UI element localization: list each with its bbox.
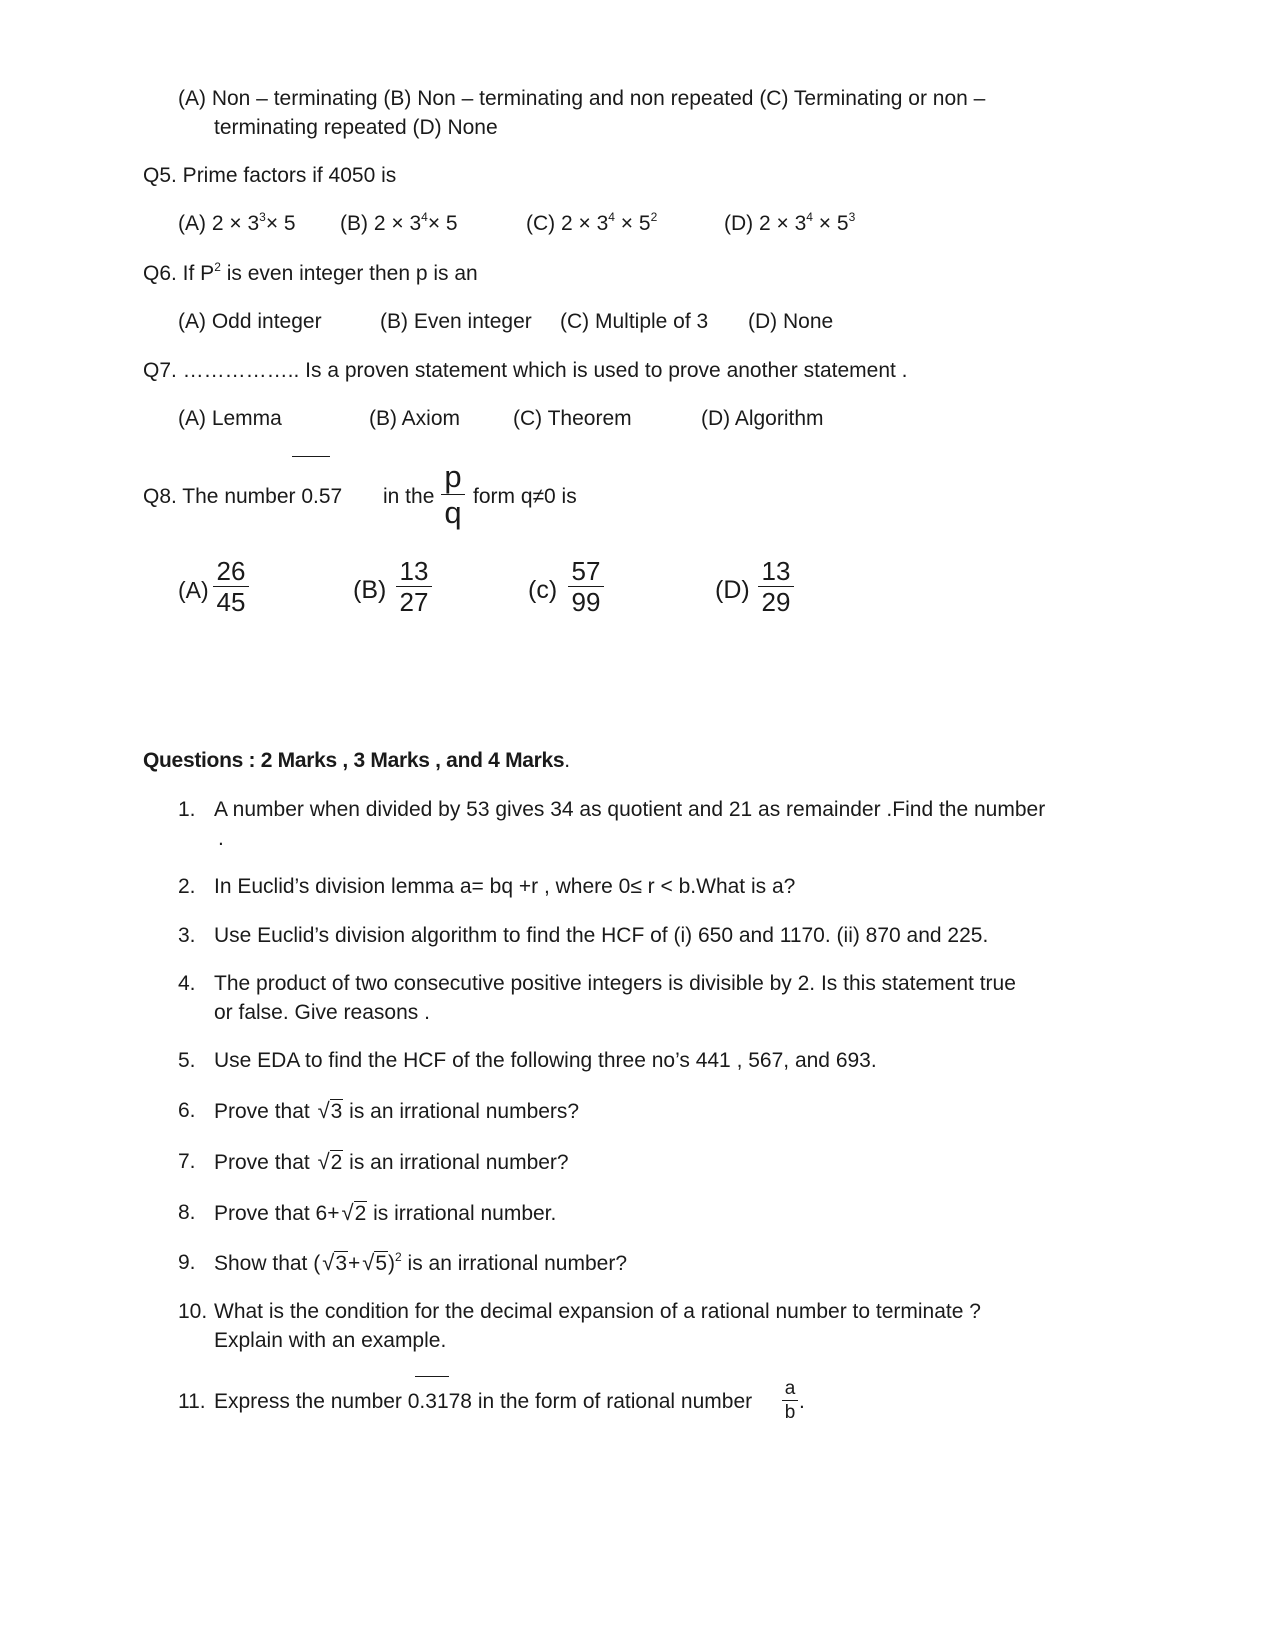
question-10-text-line1: What is the condition for the decimal expansion of a rational number to terminate ?	[214, 1300, 981, 1323]
question-4-text-line1: The product of two consecutive positive integers is divisible by 2. Is this statement true	[214, 972, 1016, 995]
question-2-text: In Euclid’s division lemma a= bq +r , where 0≤ r < b.What is a?	[214, 875, 796, 898]
q5-option-b: (B) $2 \times 3^4\times 5$	[340, 210, 458, 235]
q5-option-d: (D) $2 \times 3^4 \times 5^3$	[724, 210, 856, 235]
question-9-number: 9.	[178, 1251, 196, 1274]
question-11-number: 11.	[178, 1390, 206, 1413]
q5-option-c: (C) $2 \times 3^4 \times 5^2$	[526, 210, 658, 235]
q8-option-b-fraction: 13 27	[396, 558, 432, 615]
question-1-number: 1.	[178, 798, 196, 821]
q8-option-d-fraction: 13 29	[758, 558, 794, 615]
q8-option-b-label: (B)	[353, 576, 387, 604]
q8-option-a-fraction: 26 45	[213, 558, 249, 615]
q8-option-c-label: (c)	[528, 576, 558, 604]
sqrt-symbol: √2	[341, 1200, 367, 1225]
question-7-text: Prove that √2 is an irrational number?	[214, 1149, 569, 1174]
q8-question-pre: Q8. The number 0.57	[143, 485, 343, 508]
question-8-number: 8.	[178, 1201, 196, 1224]
question-2-number: 2.	[178, 875, 196, 898]
q8-question-mid: in the	[383, 485, 435, 508]
repeating-bar	[292, 456, 330, 457]
q8-option-a-label: (A)	[178, 577, 209, 603]
q6-option-c: (C) Multiple of 3	[560, 310, 709, 333]
question-11-dot: .	[799, 1390, 805, 1413]
repeating-bar	[415, 1376, 449, 1377]
question-11-fraction-a-b: a b	[782, 1379, 798, 1422]
question-10-text-line2: Explain with an example.	[214, 1329, 447, 1352]
q8-question-post: form q≠0 is	[473, 485, 577, 508]
question-4-text-line2: or false. Give reasons .	[214, 1001, 430, 1024]
question-4-number: 4.	[178, 972, 196, 995]
question-6-number: 6.	[178, 1099, 196, 1122]
question-3-text: Use Euclid’s division algorithm to find the HCF of (i) 650 and 1170. (ii) 870 and 225.	[214, 924, 989, 947]
question-8-text: Prove that 6+√2 is irrational number.	[214, 1200, 557, 1225]
q7-option-d: (D) Algorithm	[701, 407, 824, 430]
q7-option-a: (A) Lemma	[178, 407, 282, 430]
question-3-number: 3.	[178, 924, 196, 947]
question-5-text: Use EDA to find the HCF of the following three no’s 441 , 567, and 693.	[214, 1049, 877, 1072]
question-5-number: 5.	[178, 1049, 196, 1072]
q6-question: Q6. If $P^2$ is even integer then p is an	[143, 260, 478, 285]
q6-option-a: (A) Odd integer	[178, 310, 322, 333]
question-1-trailing-dot: .	[218, 827, 224, 850]
q7-option-b: (B) Axiom	[369, 407, 461, 430]
question-9-text: Show that $(√3+√5)^2$ is an irrational number?	[214, 1250, 627, 1275]
question-11-text: Express the number 0.3178 in the form of rational number	[214, 1390, 753, 1413]
sqrt-symbol: √3	[322, 1250, 347, 1275]
q4-options-line1: (A) Non – terminating (B) Non – terminating and non repeated (C) Terminating or non –	[178, 87, 986, 110]
q8-option-d-label: (D)	[715, 576, 750, 604]
q5-question: Q5. Prime factors if 4050 is	[143, 164, 397, 187]
q5-option-a: (A) $2 \times 3^3\times 5$	[178, 210, 296, 235]
q7-question: Q7. …………….. Is a proven statement which is used to prove another statement .	[143, 359, 908, 382]
q8-fraction-p-q: p q	[441, 461, 465, 528]
q6-option-d: (D) None	[748, 310, 834, 333]
question-7-number: 7.	[178, 1150, 196, 1173]
q6-option-b: (B) Even integer	[380, 310, 532, 333]
section-heading: Questions : 2 Marks , 3 Marks , and 4 Marks.	[143, 749, 570, 772]
q8-option-c-fraction: 57 99	[568, 558, 604, 615]
q4-options-line2: terminating repeated (D) None	[214, 116, 498, 139]
question-6-text: Prove that √3 is an irrational numbers?	[214, 1098, 580, 1123]
sqrt-symbol: √5	[362, 1250, 388, 1275]
question-10-number: 10.	[178, 1300, 208, 1323]
q7-option-c: (C) Theorem	[513, 407, 632, 430]
question-1-text: A number when divided by 53 gives 34 as quotient and 21 as remainder .Find the number	[214, 798, 1046, 821]
sqrt-symbol: √2	[317, 1149, 343, 1174]
sqrt-symbol: √3	[317, 1098, 343, 1123]
